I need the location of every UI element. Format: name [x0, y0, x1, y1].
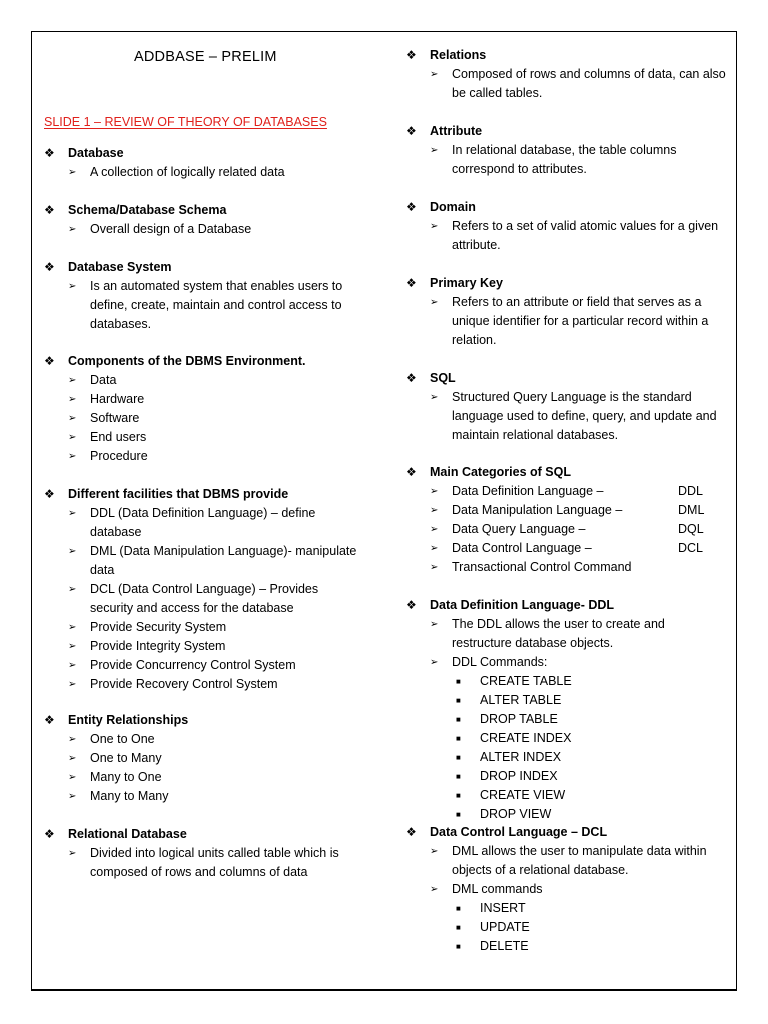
- square-bullet-icon: ■: [456, 753, 461, 762]
- square-bullet-icon: ■: [456, 810, 461, 819]
- arrow-bullet-icon: ➢: [68, 224, 77, 235]
- section-heading: Schema/Database Schema: [68, 203, 227, 217]
- section-dcl: [406, 823, 728, 956]
- command-item: ALTER TABLE: [480, 693, 562, 707]
- section-domain: [406, 198, 728, 255]
- list-item: DML (Data Manipulation Language)- manipulate data: [90, 544, 357, 577]
- list-item: Provide Integrity System: [90, 639, 226, 653]
- list-item: Software: [90, 411, 140, 425]
- list-item: End users: [90, 430, 147, 444]
- arrow-bullet-icon: ➢: [68, 734, 77, 745]
- section-heading: Main Categories of SQL: [430, 465, 571, 479]
- diamond-bullet-icon: ❖: [44, 260, 55, 274]
- arrow-bullet-icon: ➢: [68, 848, 77, 859]
- square-bullet-icon: ■: [456, 734, 461, 743]
- arrow-bullet-icon: ➢: [68, 622, 77, 633]
- section-heading: Relations: [430, 48, 487, 62]
- diamond-bullet-icon: ❖: [44, 713, 55, 727]
- section-heading: Entity Relationships: [68, 713, 189, 727]
- section-attribute: [406, 122, 728, 179]
- list-item: Procedure: [90, 449, 148, 463]
- section-schema: [44, 201, 364, 239]
- arrow-bullet-icon: ➢: [68, 546, 77, 557]
- list-item: Refers to a set of valid atomic values for a given attribute.: [452, 219, 719, 252]
- command-item: DROP TABLE: [480, 712, 558, 726]
- list-item: Structured Query Language is the standard language used to define, query, and update and maintain relational databases.: [452, 390, 717, 442]
- section-heading: Domain: [430, 200, 476, 214]
- section-relations: [406, 46, 728, 103]
- diamond-bullet-icon: ❖: [44, 487, 55, 501]
- category-abbreviation: DDL: [678, 484, 704, 498]
- arrow-bullet-icon: ➢: [430, 392, 439, 403]
- arrow-bullet-icon: ➢: [430, 619, 439, 630]
- command-item: CREATE VIEW: [480, 788, 566, 802]
- arrow-bullet-icon: ➢: [430, 297, 439, 308]
- square-bullet-icon: ■: [456, 696, 461, 705]
- slide-heading: SLIDE 1 – REVIEW OF THEORY OF DATABASES: [44, 115, 327, 129]
- list-item: One to Many: [90, 751, 162, 765]
- section-facilities: [44, 485, 364, 694]
- list-item: Hardware: [90, 392, 145, 406]
- diamond-bullet-icon: ❖: [406, 200, 417, 214]
- list-item: DDL (Data Definition Language) – define database: [90, 506, 316, 539]
- command-item: ALTER INDEX: [480, 750, 562, 764]
- arrow-bullet-icon: ➢: [68, 508, 77, 519]
- arrow-bullet-icon: ➢: [430, 846, 439, 857]
- arrow-bullet-icon: ➢: [68, 772, 77, 783]
- square-bullet-icon: ■: [456, 942, 461, 951]
- arrow-bullet-icon: ➢: [430, 505, 439, 516]
- list-item: The DDL allows the user to create and restructure database objects.: [452, 617, 665, 650]
- arrow-bullet-icon: ➢: [68, 753, 77, 764]
- arrow-bullet-icon: ➢: [68, 375, 77, 386]
- arrow-bullet-icon: ➢: [68, 660, 77, 671]
- section-ddl: [406, 596, 728, 824]
- arrow-bullet-icon: ➢: [68, 791, 77, 802]
- diamond-bullet-icon: ❖: [406, 124, 417, 138]
- section-primary-key: [406, 274, 728, 350]
- list-item: DDL Commands:: [452, 655, 548, 669]
- list-item: Composed of rows and columns of data, can also be called tables.: [452, 67, 726, 100]
- section-heading: Different facilities that DBMS provide: [68, 487, 289, 501]
- list-item: Divided into logical units called table which is composed of rows and columns of data: [90, 846, 339, 879]
- arrow-bullet-icon: ➢: [68, 167, 77, 178]
- section-heading: Database: [68, 146, 124, 160]
- command-item: INSERT: [480, 901, 526, 915]
- diamond-bullet-icon: ❖: [44, 827, 55, 841]
- section-database: [44, 144, 364, 182]
- list-item: Provide Concurrency Control System: [90, 658, 296, 672]
- category-abbreviation: DQL: [678, 522, 704, 536]
- square-bullet-icon: ■: [456, 715, 461, 724]
- section-entity-relationships: [44, 711, 364, 806]
- arrow-bullet-icon: ➢: [430, 69, 439, 80]
- diamond-bullet-icon: ❖: [406, 276, 417, 290]
- diamond-bullet-icon: ❖: [44, 146, 55, 160]
- section-components: [44, 352, 364, 466]
- diamond-bullet-icon: ❖: [406, 465, 417, 479]
- section-relational-database: [44, 825, 364, 882]
- list-item: Many to Many: [90, 789, 169, 803]
- list-item: DCL (Data Control Language) – Provides security and access for the database: [90, 582, 319, 615]
- arrow-bullet-icon: ➢: [68, 394, 77, 405]
- arrow-bullet-icon: ➢: [68, 679, 77, 690]
- arrow-bullet-icon: ➢: [430, 221, 439, 232]
- section-heading: Relational Database: [68, 827, 187, 841]
- list-item: Is an automated system that enables users to define, create, maintain and control access to databases.: [90, 279, 343, 331]
- arrow-bullet-icon: ➢: [430, 524, 439, 535]
- section-heading: Data Definition Language- DDL: [430, 598, 615, 612]
- section-sql-categories: [406, 463, 728, 577]
- list-item: DML commands: [452, 882, 543, 896]
- arrow-bullet-icon: ➢: [430, 657, 439, 668]
- list-item: Provide Recovery Control System: [90, 677, 278, 691]
- list-item: Data: [90, 373, 117, 387]
- diamond-bullet-icon: ❖: [406, 598, 417, 612]
- arrow-bullet-icon: ➢: [68, 281, 77, 292]
- command-item: UPDATE: [480, 920, 530, 934]
- square-bullet-icon: ■: [456, 904, 461, 913]
- list-item: One to One: [90, 732, 155, 746]
- section-heading: Attribute: [430, 124, 483, 138]
- square-bullet-icon: ■: [456, 772, 461, 781]
- square-bullet-icon: ■: [456, 923, 461, 932]
- list-item: DML allows the user to manipulate data within objects of a relational database.: [452, 844, 707, 877]
- diamond-bullet-icon: ❖: [44, 354, 55, 368]
- command-item: DROP VIEW: [480, 807, 552, 821]
- section-heading: SQL: [430, 371, 456, 385]
- document-title: ADDBASE – PRELIM: [134, 49, 277, 65]
- arrow-bullet-icon: ➢: [430, 486, 439, 497]
- category-abbreviation: DML: [678, 503, 705, 517]
- category-name: Data Query Language –: [452, 522, 586, 536]
- arrow-bullet-icon: ➢: [430, 884, 439, 895]
- command-item: DELETE: [480, 939, 529, 953]
- category-name: Data Control Language –: [452, 541, 592, 555]
- arrow-bullet-icon: ➢: [68, 432, 77, 443]
- arrow-bullet-icon: ➢: [430, 543, 439, 554]
- list-item: Refers to an attribute or field that serves as a unique identifier for a particular record within a relation.: [452, 295, 709, 347]
- arrow-bullet-icon: ➢: [68, 641, 77, 652]
- section-database-system: [44, 258, 364, 334]
- list-item: Provide Security System: [90, 620, 227, 634]
- list-item: Overall design of a Database: [90, 222, 252, 236]
- arrow-bullet-icon: ➢: [68, 451, 77, 462]
- section-heading: Primary Key: [430, 276, 503, 290]
- category-name: Transactional Control Command: [452, 560, 632, 574]
- square-bullet-icon: ■: [456, 677, 461, 686]
- section-heading: Components of the DBMS Environment.: [68, 354, 306, 368]
- section-heading: Data Control Language – DCL: [430, 825, 608, 839]
- list-item: A collection of logically related data: [90, 165, 285, 179]
- arrow-bullet-icon: ➢: [430, 145, 439, 156]
- category-abbreviation: DCL: [678, 541, 704, 555]
- category-name: Data Manipulation Language –: [452, 503, 623, 517]
- category-name: Data Definition Language –: [452, 484, 604, 498]
- list-item: Many to One: [90, 770, 162, 784]
- command-item: CREATE INDEX: [480, 731, 572, 745]
- arrow-bullet-icon: ➢: [68, 413, 77, 424]
- diamond-bullet-icon: ❖: [406, 371, 417, 385]
- square-bullet-icon: ■: [456, 791, 461, 800]
- arrow-bullet-icon: ➢: [68, 584, 77, 595]
- arrow-bullet-icon: ➢: [430, 562, 439, 573]
- command-item: CREATE TABLE: [480, 674, 572, 688]
- command-item: DROP INDEX: [480, 769, 558, 783]
- diamond-bullet-icon: ❖: [406, 825, 417, 839]
- section-sql: [406, 369, 728, 445]
- diamond-bullet-icon: ❖: [44, 203, 55, 217]
- list-item: In relational database, the table columns correspond to attributes.: [452, 143, 677, 176]
- diamond-bullet-icon: ❖: [406, 48, 417, 62]
- section-heading: Database System: [68, 260, 172, 274]
